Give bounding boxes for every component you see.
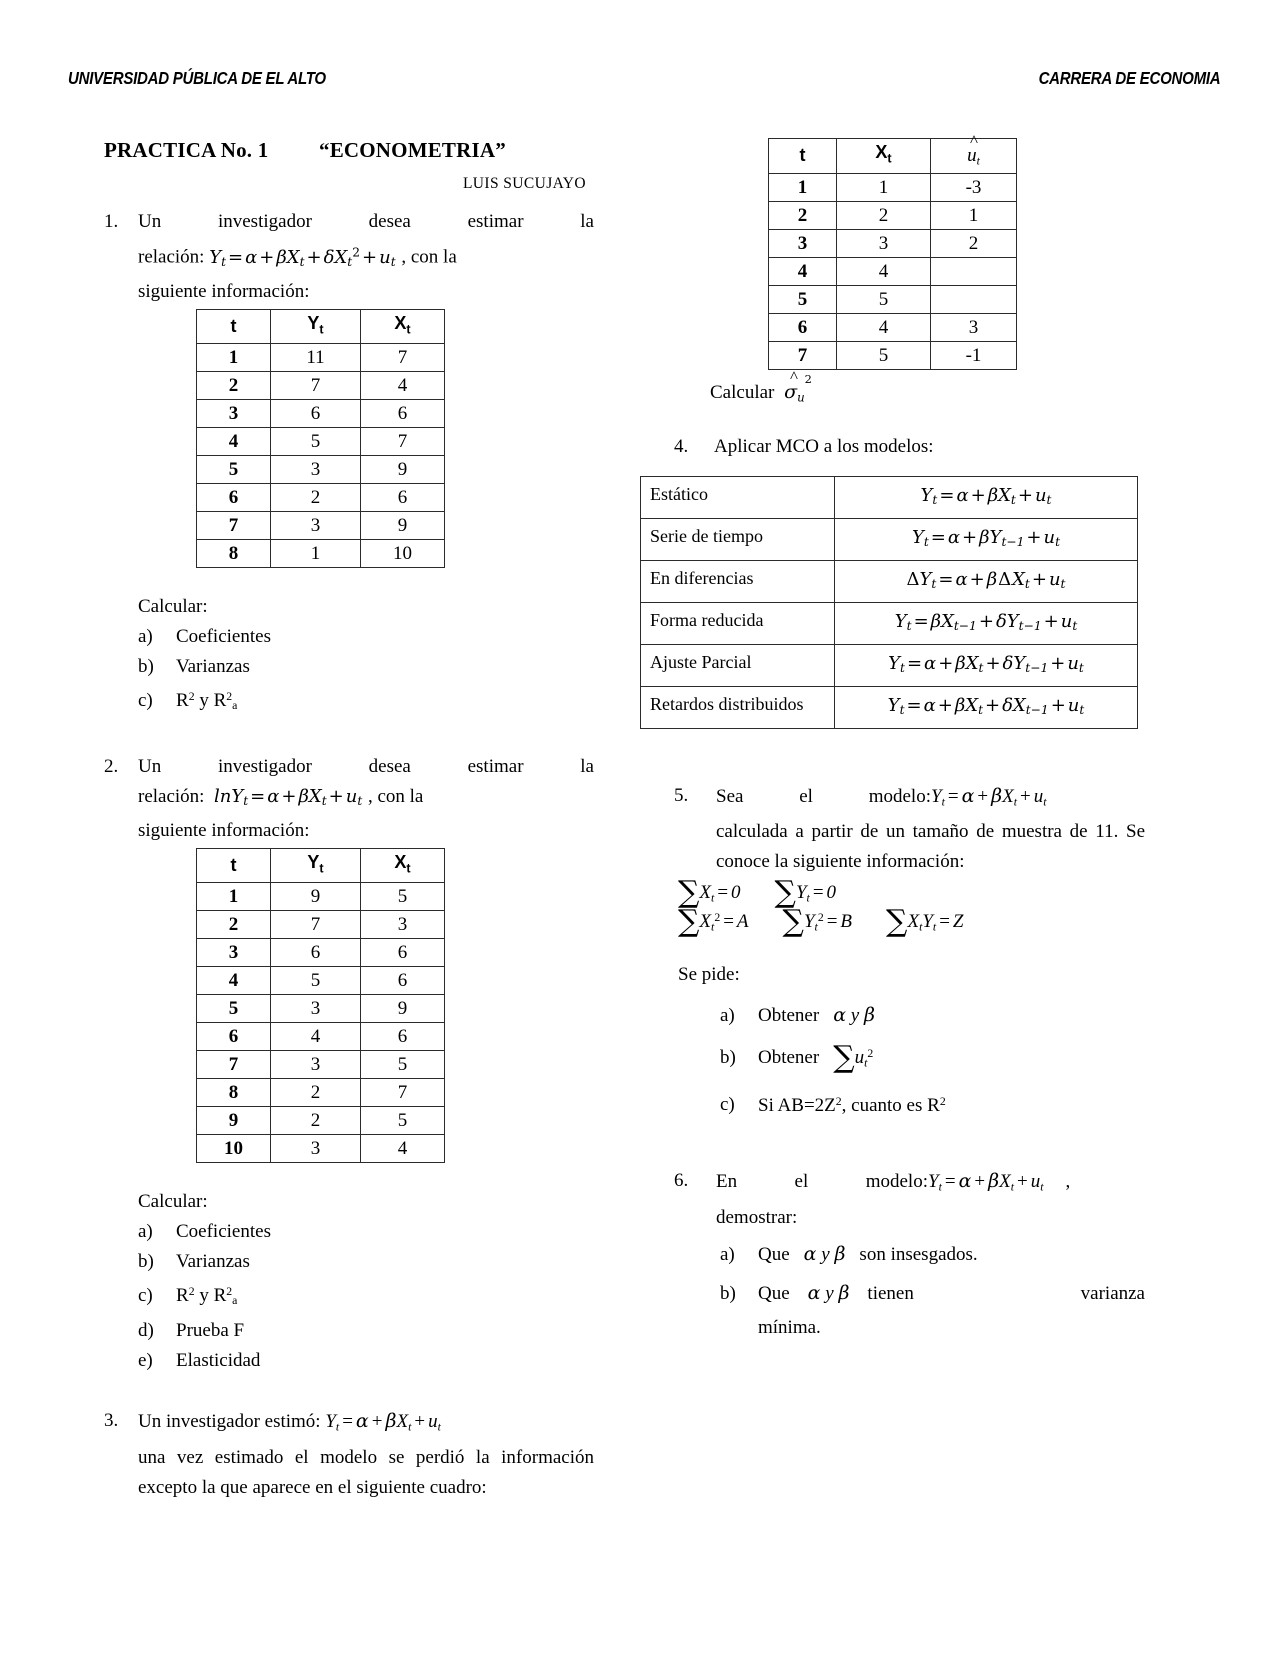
exercise-1-calcular bbox=[104, 592, 594, 721]
table-row bbox=[769, 229, 1017, 257]
exercise-1-relation-line bbox=[138, 237, 594, 277]
option-label: Coeficientes bbox=[176, 1221, 271, 1243]
table-row bbox=[769, 313, 1017, 341]
cell-y: 2 bbox=[271, 1107, 361, 1135]
header-university: UNIVERSIDAD PÚBLICA DE EL ALTO bbox=[68, 68, 326, 88]
cell-t: 7 bbox=[769, 341, 837, 369]
cell-t: 1 bbox=[769, 173, 837, 201]
option-marker: e) bbox=[138, 1350, 153, 1372]
option-marker: a) bbox=[138, 626, 153, 648]
cell-t: 6 bbox=[197, 484, 271, 512]
table-row bbox=[197, 911, 445, 939]
option-label: Prueba F bbox=[176, 1320, 245, 1342]
table-row bbox=[641, 518, 1138, 560]
cell-y: 2 bbox=[271, 1079, 361, 1107]
list-item bbox=[720, 1083, 1145, 1125]
option-marker: b) bbox=[138, 1251, 154, 1273]
option-marker: a) bbox=[720, 1005, 735, 1027]
cell-x: 10 bbox=[361, 540, 445, 568]
option-marker: b) bbox=[138, 656, 154, 678]
cell-t: 3 bbox=[197, 939, 271, 967]
exercise-6-number: 6. bbox=[674, 1170, 689, 1192]
sum-x-zero: $\sum X_t = 0$ bbox=[678, 875, 741, 911]
list-item bbox=[138, 1247, 594, 1277]
list-item bbox=[138, 682, 594, 721]
cell-t: 2 bbox=[197, 911, 271, 939]
table-row bbox=[197, 995, 445, 1023]
cell-uhat: 1 bbox=[931, 201, 1017, 229]
author-name: LUIS SUCUJAYO bbox=[462, 175, 586, 192]
cell-y: 5 bbox=[271, 967, 361, 995]
cell-x: 7 bbox=[361, 344, 445, 372]
table-row bbox=[197, 344, 445, 372]
sum-y-squared: $\sum Y_t^2 = B$ bbox=[782, 903, 853, 939]
cell-t: 2 bbox=[769, 201, 837, 229]
sum-x-squared: $\sum X_t^2 = A$ bbox=[678, 903, 749, 939]
cell-x: 5 bbox=[837, 285, 931, 313]
list-item bbox=[720, 1235, 1145, 1274]
list-item bbox=[720, 1274, 1145, 1343]
calcular-label: Calcular: bbox=[138, 596, 208, 618]
exercise-2 bbox=[104, 752, 594, 846]
model-label: Retardos distribuidos bbox=[641, 686, 835, 728]
practice-number: PRACTICA No. 1 bbox=[104, 138, 269, 162]
exercise-6-text-enel: En el modelo: bbox=[716, 1171, 928, 1193]
cell-y: 6 bbox=[271, 400, 361, 428]
column-header-y: $Y_t$ bbox=[271, 309, 361, 344]
cell-x: 1 bbox=[837, 173, 931, 201]
exercise-4-heading: Aplicar MCO a los modelos: bbox=[714, 435, 934, 457]
table-row bbox=[197, 484, 445, 512]
list-item bbox=[138, 1316, 594, 1346]
exercise-6-text-demostrar: demostrar: bbox=[716, 1206, 798, 1228]
list-item bbox=[138, 622, 594, 652]
cell-x: 6 bbox=[361, 967, 445, 995]
model-equation: $Y_t = \beta X_{t-1} + \delta Y_{t-1} + u_t$ bbox=[835, 602, 1138, 644]
cell-x: 4 bbox=[361, 372, 445, 400]
model-equation: $Y_t = \alpha + \beta Y_{t-1} + u_t$ bbox=[835, 518, 1138, 560]
list-item bbox=[138, 652, 594, 682]
hat-accent-icon: ^ bbox=[969, 132, 978, 150]
exercise-2-text-line1: Un investigador desea estimar la bbox=[138, 755, 594, 777]
table-row bbox=[769, 341, 1017, 369]
cell-x: 9 bbox=[361, 456, 445, 484]
cell-uhat: -1 bbox=[931, 341, 1017, 369]
sigma-hat-squared: ^ $\sigma_u$ 2 bbox=[784, 369, 812, 404]
cell-x: 5 bbox=[837, 341, 931, 369]
document-header bbox=[68, 68, 1220, 89]
table-row bbox=[197, 883, 445, 911]
exercise-6-options bbox=[640, 1235, 1145, 1343]
exercise-3-text-body: una vez estimado el modelo se perdió la información excepto la que aparece en el siguiente cuadro: bbox=[138, 1446, 594, 1498]
exercise-3-calcular-sigma bbox=[640, 369, 1145, 404]
exercise-1-text-con: , con la bbox=[401, 246, 457, 268]
exercise-6-line1 bbox=[716, 1166, 1145, 1203]
cell-t: 5 bbox=[769, 285, 837, 313]
exercise-2-options bbox=[138, 1217, 594, 1376]
table-row bbox=[769, 257, 1017, 285]
exercise-2-calcular bbox=[104, 1187, 594, 1376]
exercise-3-equation: $Y_t = \alpha + \beta X_t + u_t$ bbox=[325, 1410, 441, 1434]
option-label-post-cont: mínima. bbox=[758, 1316, 821, 1338]
cell-t: 10 bbox=[197, 1135, 271, 1163]
cell-y: 5 bbox=[271, 428, 361, 456]
option-label: Elasticidad bbox=[176, 1350, 261, 1372]
cell-x: 9 bbox=[361, 512, 445, 540]
option-marker: a) bbox=[138, 1221, 153, 1243]
model-label: Serie de tiempo bbox=[641, 518, 835, 560]
practice-subject: “ECONOMETRIA” bbox=[319, 138, 506, 162]
option-math-sum-u-squared: $\sum u_t^2$ bbox=[833, 1040, 874, 1076]
option-marker: a) bbox=[720, 1243, 735, 1265]
exercise-5 bbox=[640, 781, 1145, 878]
option-label-pre: Que bbox=[758, 1243, 790, 1265]
column-header-y: $Y_t$ bbox=[271, 848, 361, 883]
se-pide-label: Se pide: bbox=[678, 964, 740, 986]
cell-x: 6 bbox=[361, 400, 445, 428]
option-label: Varianzas bbox=[176, 656, 250, 678]
model-label: Forma reducida bbox=[641, 602, 835, 644]
exercise-1 bbox=[104, 207, 594, 307]
cell-x: 4 bbox=[361, 1135, 445, 1163]
list-item bbox=[138, 1346, 594, 1376]
table-row bbox=[197, 428, 445, 456]
option-marker: c) bbox=[720, 1094, 735, 1116]
cell-t: 4 bbox=[197, 967, 271, 995]
table-header-row bbox=[769, 139, 1017, 174]
column-header-x: $X_t$ bbox=[361, 848, 445, 883]
practice-title-row bbox=[104, 138, 594, 163]
table-row bbox=[769, 285, 1017, 313]
exercise-1-options bbox=[138, 622, 594, 721]
header-career: CARRERA DE ECONOMIA bbox=[1038, 68, 1221, 88]
cell-x: 6 bbox=[361, 484, 445, 512]
cell-y: 3 bbox=[271, 1051, 361, 1079]
option-marker: b) bbox=[720, 1282, 736, 1304]
model-equation: $Y_t = \alpha + \beta X_t + u_t$ bbox=[835, 476, 1138, 518]
cell-x: 4 bbox=[837, 257, 931, 285]
exercise-6-comma: , bbox=[1065, 1171, 1071, 1193]
cell-t: 3 bbox=[197, 400, 271, 428]
option-math-alpha-beta: α y β bbox=[803, 1242, 846, 1265]
cell-y: 6 bbox=[271, 939, 361, 967]
cell-t: 2 bbox=[197, 372, 271, 400]
cell-t: 8 bbox=[197, 540, 271, 568]
table-header-row bbox=[197, 848, 445, 883]
cell-t: 5 bbox=[197, 995, 271, 1023]
cell-t: 1 bbox=[197, 344, 271, 372]
exercise-4 bbox=[640, 432, 1145, 462]
cell-x: 6 bbox=[361, 1023, 445, 1051]
list-item bbox=[138, 1277, 594, 1316]
option-label-post: son insesgados. bbox=[859, 1243, 978, 1265]
cell-x: 7 bbox=[361, 1079, 445, 1107]
table-row bbox=[641, 686, 1138, 728]
cell-x: 4 bbox=[837, 313, 931, 341]
option-label-post: tienen varianza bbox=[867, 1282, 1145, 1304]
exercise-5-sums-row2 bbox=[640, 903, 1145, 939]
table-exercise-3 bbox=[768, 132, 1017, 370]
column-header-x: $X_t$ bbox=[837, 139, 931, 174]
option-label: Si $AB=2Z^2$, cuanto es $R^2$ bbox=[758, 1094, 946, 1116]
exercise-2-number: 2. bbox=[104, 755, 119, 777]
exercise-2-equation: $\ln Y_t = \alpha + \beta X_t + u_t$ bbox=[213, 785, 363, 808]
cell-x: 5 bbox=[361, 1107, 445, 1135]
cell-t: 6 bbox=[769, 313, 837, 341]
option-math-alpha-beta: α y β bbox=[807, 1281, 850, 1304]
exercise-6 bbox=[640, 1166, 1145, 1233]
column-header-t: t bbox=[197, 848, 271, 883]
cell-t: 1 bbox=[197, 883, 271, 911]
cell-y: 11 bbox=[271, 344, 361, 372]
cell-x: 6 bbox=[361, 939, 445, 967]
cell-x: 5 bbox=[361, 1051, 445, 1079]
model-equation: $\Delta Y_t = \alpha + \beta\Delta X_t + u_t$ bbox=[835, 560, 1138, 602]
cell-y: 4 bbox=[271, 1023, 361, 1051]
table-row bbox=[641, 644, 1138, 686]
table-exercise-1 bbox=[196, 309, 445, 569]
sum-xy: $\sum X_tY_t = Z$ bbox=[886, 903, 964, 939]
cell-x: 2 bbox=[837, 201, 931, 229]
option-label: Obtener bbox=[758, 1047, 820, 1069]
calcular-label: Calcular: bbox=[138, 1191, 208, 1213]
cell-t: 4 bbox=[769, 257, 837, 285]
option-label: Varianzas bbox=[176, 1251, 250, 1273]
option-label: $R^2$ y $R^2_a$ bbox=[176, 690, 238, 713]
cell-t: 6 bbox=[197, 1023, 271, 1051]
model-equation: $Y_t = \alpha + \beta X_t + \delta X_{t-1} + u_t$ bbox=[835, 686, 1138, 728]
option-marker: c) bbox=[138, 1285, 153, 1307]
table-exercise-2-body bbox=[197, 883, 445, 1163]
option-marker: b) bbox=[720, 1047, 736, 1069]
table-row bbox=[197, 1023, 445, 1051]
cell-uhat: 2 bbox=[931, 229, 1017, 257]
exercise-3 bbox=[104, 1406, 594, 1503]
exercise-1-text-line3: siguiente información: bbox=[138, 280, 310, 302]
cell-t: 4 bbox=[197, 428, 271, 456]
model-label: Estático bbox=[641, 476, 835, 518]
table-models bbox=[640, 476, 1138, 729]
option-label: Obtener bbox=[758, 1005, 820, 1027]
exercise-5-text-body: calculada a partir de un tamaño de muestra de 11. Se conoce la siguiente información: bbox=[716, 821, 1145, 873]
cell-uhat bbox=[931, 257, 1017, 285]
cell-y: 3 bbox=[271, 512, 361, 540]
cell-y: 2 bbox=[271, 484, 361, 512]
exercise-5-options bbox=[678, 996, 1145, 1124]
exercise-2-text-line3: siguiente información: bbox=[138, 819, 310, 841]
exercise-1-equation: $Y_t = \alpha + \beta X_t + \delta X_t^2 + u_t$ bbox=[209, 245, 396, 269]
cell-t: 3 bbox=[769, 229, 837, 257]
option-label-pre: Que bbox=[758, 1282, 790, 1304]
cell-y: 3 bbox=[271, 995, 361, 1023]
column-header-t: t bbox=[769, 139, 837, 174]
cell-y: 7 bbox=[271, 911, 361, 939]
cell-uhat bbox=[931, 285, 1017, 313]
cell-x: 9 bbox=[361, 995, 445, 1023]
table-row bbox=[769, 173, 1017, 201]
exercise-2-relation-line bbox=[138, 782, 594, 816]
model-label: Ajuste Parcial bbox=[641, 644, 835, 686]
exercise-5-sums-row1 bbox=[640, 875, 1145, 911]
exercise-2-text-relacion: relación: bbox=[138, 785, 205, 807]
cell-uhat: -3 bbox=[931, 173, 1017, 201]
table-row bbox=[641, 476, 1138, 518]
calcular-label: Calcular bbox=[710, 381, 775, 403]
cell-y: 3 bbox=[271, 1135, 361, 1163]
table-exercise-3-body bbox=[769, 173, 1017, 369]
table-exercise-1-body bbox=[197, 344, 445, 568]
option-label: Coeficientes bbox=[176, 626, 271, 648]
model-equation: $Y_t = \alpha + \beta X_t + \delta Y_{t-1} + u_t$ bbox=[835, 644, 1138, 686]
exercise-6-equation: $Y_t = \alpha + \beta X_t + u_t$ bbox=[928, 1170, 1044, 1194]
column-header-uhat: ^ $u_t$ bbox=[931, 139, 1017, 174]
table-row bbox=[197, 512, 445, 540]
cell-y: 7 bbox=[271, 372, 361, 400]
cell-t: 8 bbox=[197, 1079, 271, 1107]
cell-y: 1 bbox=[271, 540, 361, 568]
exercise-5-se-pide bbox=[640, 960, 1145, 1124]
column-header-x: $X_t$ bbox=[361, 309, 445, 344]
table-header-row bbox=[197, 309, 445, 344]
exercise-1-text-relacion: relación: bbox=[138, 246, 205, 268]
table-row bbox=[197, 1135, 445, 1163]
model-label: En diferencias bbox=[641, 560, 835, 602]
table-row bbox=[641, 602, 1138, 644]
cell-y: 9 bbox=[271, 883, 361, 911]
right-column bbox=[640, 132, 1145, 1343]
option-marker: d) bbox=[138, 1320, 154, 1342]
exercise-5-text-sea: Sea el modelo: bbox=[716, 785, 931, 807]
cell-t: 9 bbox=[197, 1107, 271, 1135]
cell-x: 3 bbox=[837, 229, 931, 257]
cell-t: 5 bbox=[197, 456, 271, 484]
list-item bbox=[138, 1217, 594, 1247]
table-row bbox=[769, 201, 1017, 229]
table-row bbox=[641, 560, 1138, 602]
option-marker: c) bbox=[138, 690, 153, 712]
table-row bbox=[197, 400, 445, 428]
table-row bbox=[197, 456, 445, 484]
cell-x: 3 bbox=[361, 911, 445, 939]
exercise-3-text-estimo: Un investigador estimó: bbox=[138, 1411, 321, 1433]
exercise-2-text-con: , con la bbox=[367, 785, 424, 807]
exercise-5-line1 bbox=[716, 781, 1145, 818]
table-row bbox=[197, 540, 445, 568]
option-math-alpha-beta: α y β bbox=[833, 1004, 875, 1027]
cell-y: 3 bbox=[271, 456, 361, 484]
column-header-t: t bbox=[197, 309, 271, 344]
table-exercise-2 bbox=[196, 848, 445, 1164]
table-row bbox=[197, 1051, 445, 1079]
left-column bbox=[104, 138, 594, 1505]
table-row bbox=[197, 372, 445, 400]
cell-uhat: 3 bbox=[931, 313, 1017, 341]
exercise-5-equation: $Y_t = \alpha + \beta X_t + u_t$ bbox=[931, 784, 1047, 809]
cell-t: 7 bbox=[197, 1051, 271, 1079]
cell-t: 7 bbox=[197, 512, 271, 540]
list-item bbox=[720, 1035, 1145, 1082]
table-row bbox=[197, 1107, 445, 1135]
exercise-5-number: 5. bbox=[674, 784, 689, 806]
table-row bbox=[197, 1079, 445, 1107]
exercise-3-number: 3. bbox=[104, 1410, 119, 1432]
table-row bbox=[197, 967, 445, 995]
hat-accent-icon: ^ bbox=[790, 369, 799, 386]
table-row bbox=[197, 939, 445, 967]
sum-y-zero: $\sum Y_t = 0$ bbox=[774, 875, 837, 911]
list-item bbox=[720, 996, 1145, 1035]
exercise-1-text-line1: Un investigador desea estimar la bbox=[138, 211, 594, 232]
exercise-3-line1 bbox=[138, 1406, 594, 1443]
option-label: $R^2$ y $R^2_a$ bbox=[176, 1285, 238, 1308]
cell-x: 5 bbox=[361, 883, 445, 911]
cell-x: 7 bbox=[361, 428, 445, 456]
exercise-1-number: 1. bbox=[104, 211, 119, 232]
exercise-4-number: 4. bbox=[674, 435, 689, 457]
